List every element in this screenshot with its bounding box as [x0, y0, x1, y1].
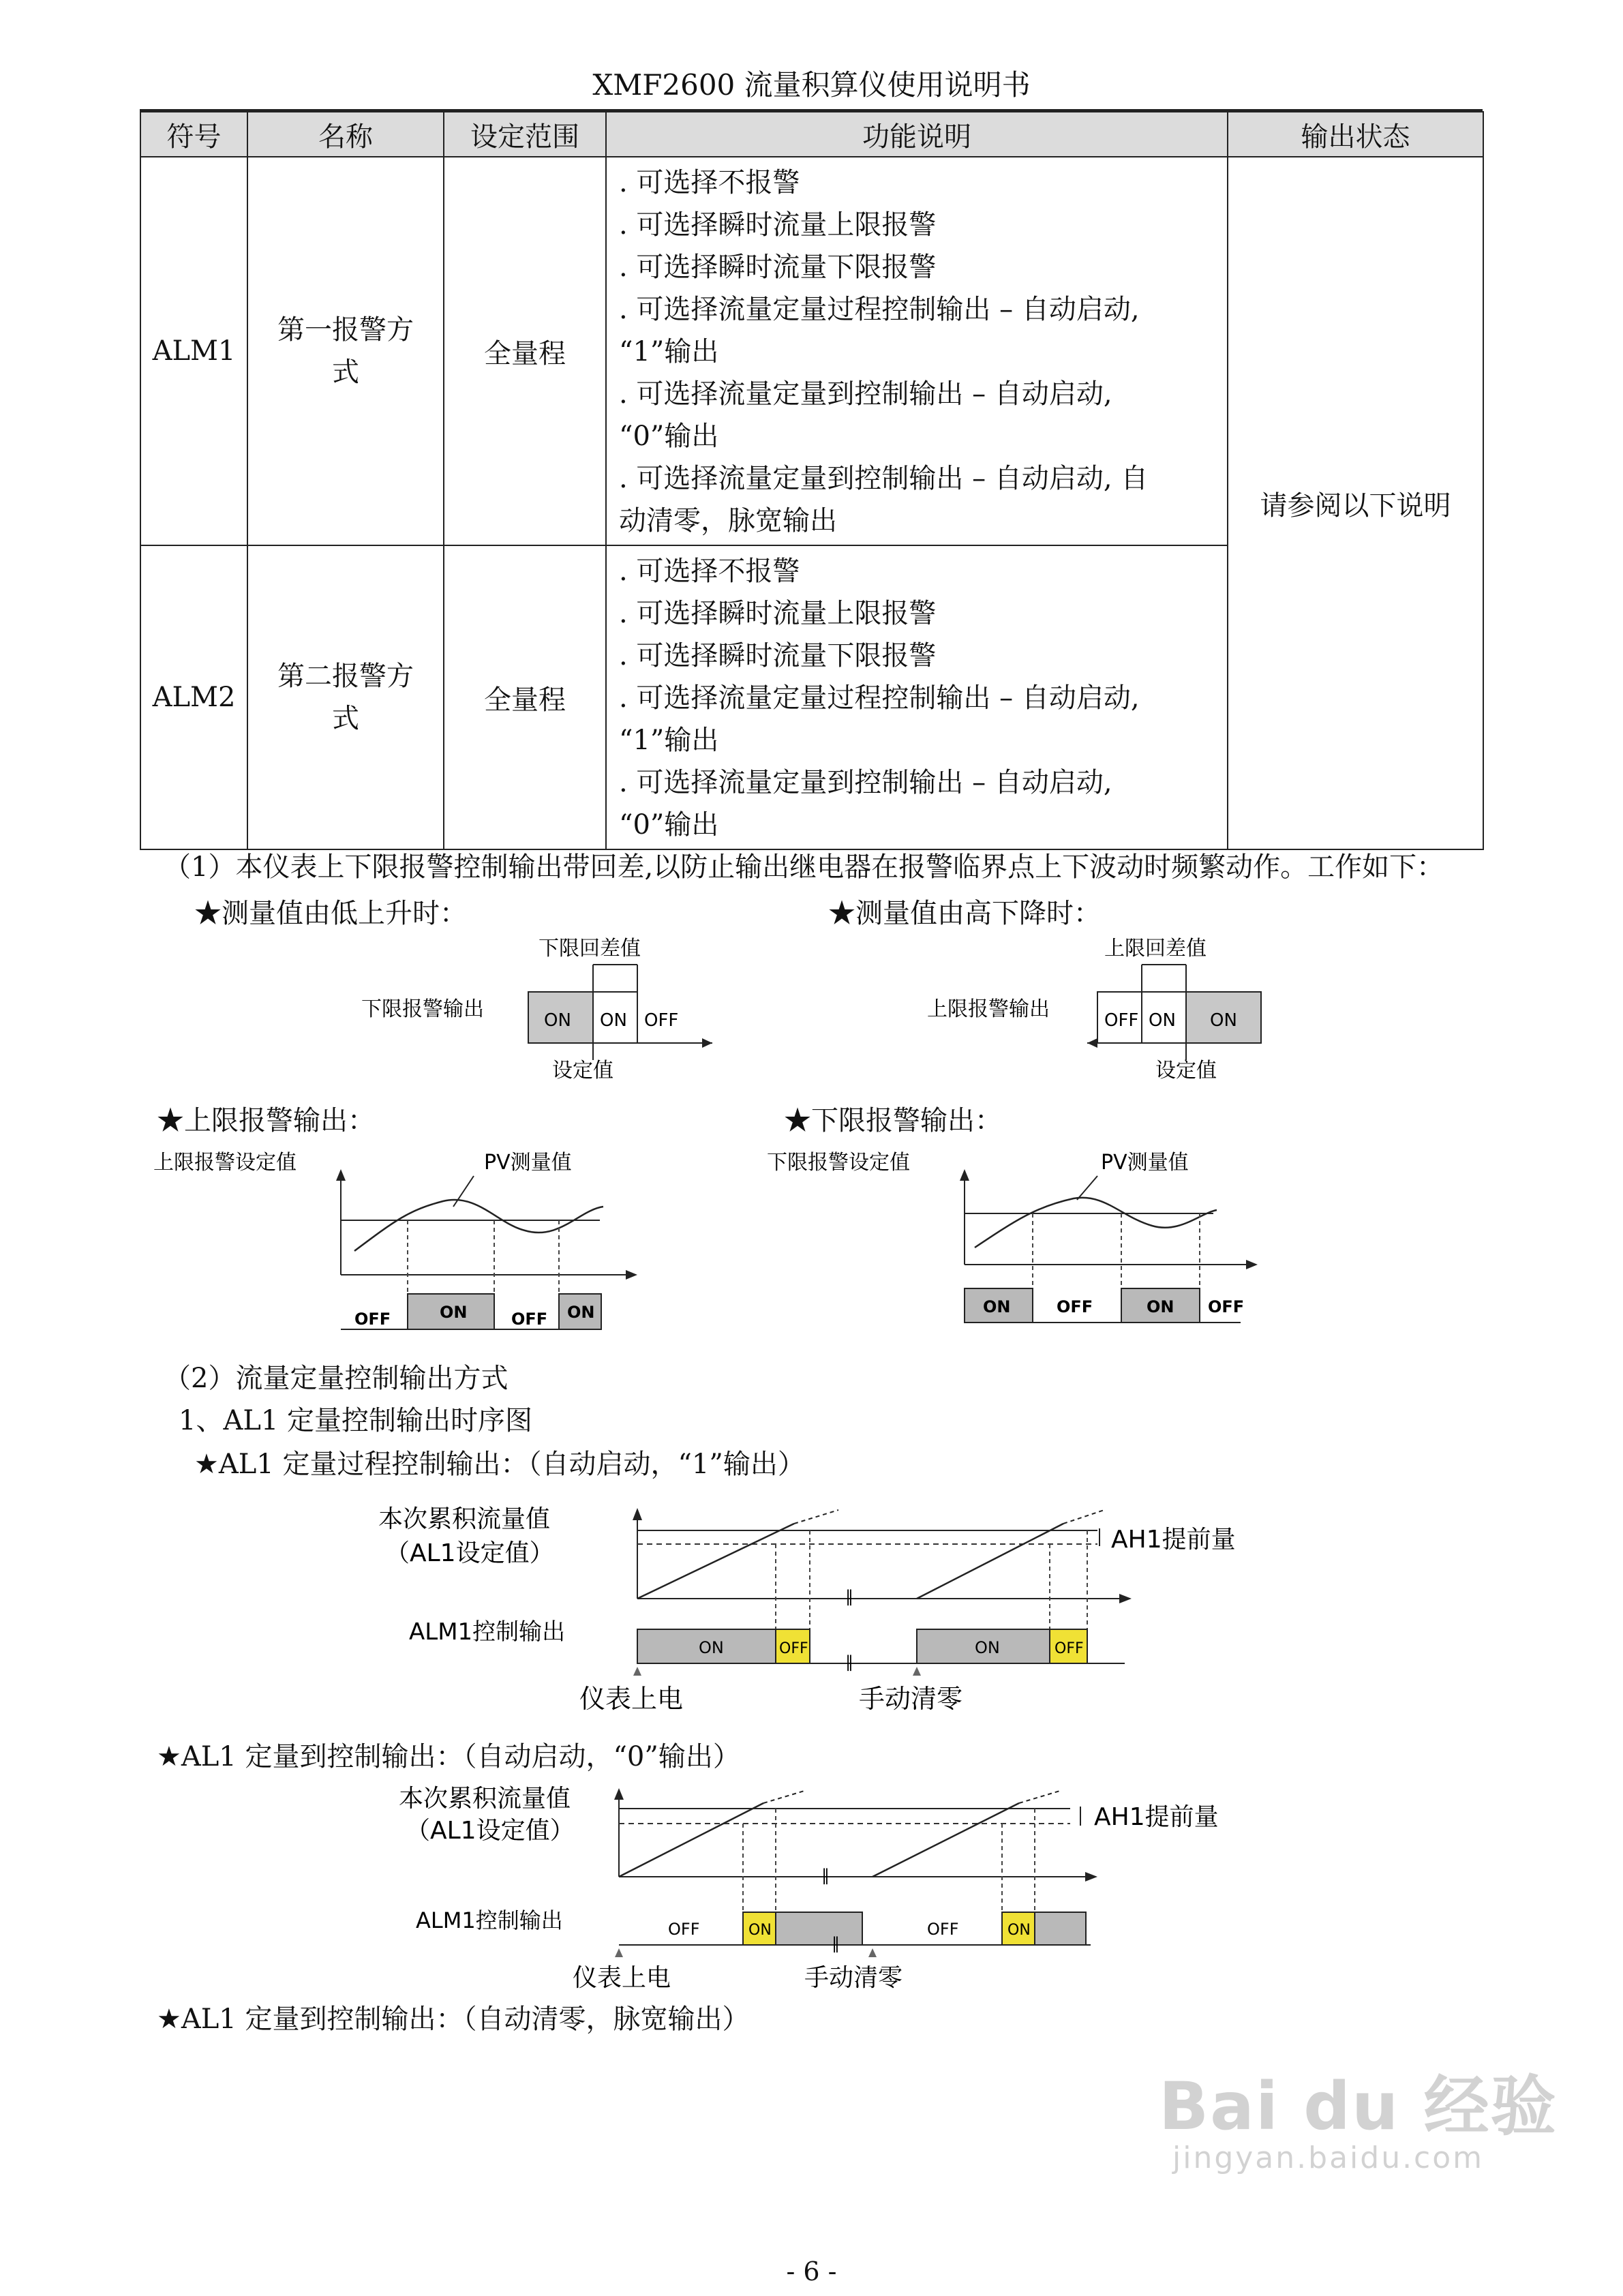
cell-name [247, 157, 444, 545]
state-label: ON [567, 1303, 595, 1322]
falling-bottom-label: 设定值 [1155, 1059, 1217, 1083]
process-y-label-2: （AL1设定值） [385, 1539, 554, 1567]
rising-bottom-label: 设定值 [552, 1059, 613, 1083]
rising-hysteresis-diagram [341, 931, 750, 1087]
state-label: ON [1149, 1010, 1176, 1031]
advance-label: AH1提前量 [1111, 1526, 1236, 1554]
state-label: ON [1007, 1922, 1031, 1939]
reach-title: ★AL1 定量到控制输出：（自动启动，“0”输出） [157, 1741, 740, 1772]
function-line: . 可选择瞬时流量下限报警 [619, 640, 937, 671]
arrow-left-icon [1087, 1038, 1097, 1048]
state-label: ON [1210, 1010, 1237, 1031]
col-header-function: 功能说明 [606, 112, 1228, 157]
function-line: 动清零，脉宽输出 [619, 505, 837, 537]
name-line: 第一报警方 [277, 314, 414, 346]
state-label: ON [699, 1638, 724, 1657]
state-label: OFF [927, 1920, 959, 1939]
table-header-row [140, 112, 1483, 157]
watermark-logo: Bai du 经验 [1159, 2068, 1558, 2145]
function-line: . 可选择瞬时流量上限报警 [619, 598, 937, 629]
lower-setpoint-label: 下限报警设定值 [767, 1151, 910, 1175]
col-header-name: 名称 [247, 112, 444, 157]
upper-curve-label: PV测量值 [484, 1151, 572, 1175]
name-line: 第二报警方 [277, 661, 414, 692]
arrow-up-icon [960, 1169, 969, 1181]
state-label: ON [544, 1010, 571, 1031]
state-label: OFF [1104, 1010, 1139, 1031]
label-leader [1077, 1176, 1097, 1200]
col-header-output: 输出状态 [1228, 112, 1483, 157]
reach-advance-label: AH1提前量 [1094, 1803, 1219, 1831]
lower-alarm-title: ★下限报警输出： [784, 1105, 1002, 1136]
state-label: OFF [1208, 1297, 1245, 1316]
falling-top-label: 上限回差值 [1104, 937, 1207, 961]
reach-y-label-1: 本次累积流量值 [399, 1785, 571, 1813]
reach-y-label-2: （AL1设定值） [406, 1817, 575, 1845]
cell-output-state: 请参阅以下说明 [1228, 157, 1483, 849]
arrow-up-icon [614, 1788, 624, 1800]
arrow-right-icon [702, 1038, 712, 1048]
col-header-range: 设定范围 [444, 112, 606, 157]
event-marker-icon [633, 1667, 641, 1676]
section2-title: （2）流量定量控制输出方式 [164, 1363, 509, 1394]
arrow-up-icon [336, 1169, 346, 1181]
state-label: OFF [644, 1010, 679, 1031]
pv-curve [354, 1200, 603, 1251]
axis-break-icon: ∥ [832, 1934, 840, 1953]
falling-title: ★测量值由高下降时： [828, 898, 1101, 929]
arrow-up-icon [633, 1508, 642, 1520]
ramp-extension [763, 1791, 804, 1803]
state-label: ON [983, 1297, 1011, 1316]
arrow-right-icon [1246, 1260, 1258, 1269]
cell-symbol: ALM1 [140, 157, 247, 545]
upper-setpoint-label: 上限报警设定值 [153, 1151, 297, 1175]
state-label: ON [600, 1010, 627, 1031]
event-marker-icon [868, 1948, 877, 1957]
process-title: ★AL1 定量过程控制输出：（自动启动，“1”输出） [194, 1449, 805, 1480]
event-marker-icon [913, 1667, 921, 1676]
rising-left-label: 下限报警输出 [361, 997, 484, 1021]
axis-break-icon: ∥ [821, 1866, 830, 1885]
function-line: . 可选择瞬时流量上限报警 [619, 209, 937, 241]
state-label: OFF [668, 1920, 700, 1939]
reach-output-label: ALM1控制输出 [416, 1907, 563, 1933]
section2-subtitle: 1、AL1 定量控制输出时序图 [179, 1405, 533, 1436]
axis-break-icon: ∥ [845, 1652, 853, 1672]
arrow-right-icon [626, 1270, 637, 1280]
function-line: . 可选择流量定量到控制输出 – 自动启动, 自 [619, 463, 1149, 494]
process-y-label-1: 本次累积流量值 [378, 1505, 551, 1533]
watermark [1159, 2068, 1595, 2188]
name-line: 式 [332, 703, 359, 734]
cell-range: 全量程 [444, 157, 606, 545]
accumulation-ramp [917, 1524, 1063, 1599]
accumulation-ramp [873, 1803, 1019, 1877]
ramp-extension [1063, 1510, 1104, 1524]
process-event-manual-clear: 手动清零 [859, 1684, 963, 1714]
rising-title: ★测量值由低上升时： [194, 898, 467, 929]
pv-curve [975, 1198, 1217, 1248]
accumulation-ramp [619, 1803, 763, 1877]
falling-hysteresis-diagram [907, 931, 1316, 1087]
function-line: . 可选择不报警 [619, 167, 800, 198]
reach-event-manual-clear: 手动清零 [804, 1964, 903, 1992]
reach-event-power-on: 仪表上电 [573, 1964, 671, 1992]
state-label: ON [975, 1638, 1000, 1657]
function-line: . 可选择流量定量过程控制输出 – 自动启动, [619, 294, 1140, 325]
name-line: 式 [332, 357, 359, 388]
state-label: ON [440, 1303, 468, 1322]
arrow-right-icon [1085, 1872, 1097, 1882]
ramp-extension [794, 1510, 838, 1524]
state-label: ON [1147, 1297, 1174, 1316]
function-line: . 可选择流量定量到控制输出 – 自动启动, [619, 767, 1112, 798]
function-line: “0”输出 [619, 421, 719, 452]
falling-left-label: 上限报警输出 [927, 997, 1050, 1021]
function-line: . 可选择流量定量到控制输出 – 自动启动, [619, 378, 1112, 410]
page-number: - 6 - [786, 2256, 837, 2286]
watermark-url: jingyan.baidu.com [1172, 2141, 1485, 2175]
page-title: XMF2600 流量积算仪使用说明书 [592, 68, 1031, 102]
upper-alarm-title: ★上限报警输出： [157, 1105, 375, 1136]
function-line: . 可选择瞬时流量下限报警 [619, 252, 937, 283]
process-control-timing-chart [368, 1493, 1336, 1725]
cell-symbol: ALM2 [140, 545, 247, 849]
section1-intro: （1）本仪表上下限报警控制输出带回差,以防止输出继电器在报警临界点上下波动时频繁动作。工作如下： [164, 851, 1444, 883]
state-label: OFF [779, 1640, 808, 1657]
reach-control-timing-chart [382, 1776, 1322, 2001]
upper-alarm-chart [150, 1145, 668, 1336]
accumulation-ramp [637, 1524, 794, 1599]
process-event-power-on: 仪表上电 [579, 1684, 684, 1714]
col-header-symbol: 符号 [140, 112, 247, 157]
cell-range: 全量程 [444, 545, 606, 849]
ramp-extension [1019, 1791, 1060, 1803]
lower-curve-label: PV测量值 [1101, 1151, 1189, 1175]
axis-break-icon: ∥ [845, 1587, 853, 1606]
cell-name [247, 545, 444, 849]
function-line: “1”输出 [619, 725, 719, 756]
process-output-label: ALM1控制输出 [409, 1618, 566, 1646]
on-pulse [1035, 1912, 1086, 1945]
function-line: . 可选择流量定量过程控制输出 – 自动启动, [619, 682, 1140, 714]
pulse-title: ★AL1 定量到控制输出：（自动清零，脉宽输出） [157, 2004, 750, 2035]
cell-function [606, 545, 1228, 849]
rising-top-label: 下限回差值 [539, 937, 641, 961]
state-label: OFF [511, 1310, 548, 1329]
function-line: “1”输出 [619, 336, 719, 367]
cell-function [606, 157, 1228, 545]
arrow-right-icon [1119, 1594, 1132, 1603]
event-marker-icon [615, 1948, 623, 1957]
table-row [140, 157, 1483, 545]
function-line: . 可选择不报警 [619, 556, 800, 587]
alarm-spec-table [140, 111, 1484, 850]
lower-alarm-chart [763, 1145, 1281, 1336]
state-label: OFF [1057, 1297, 1093, 1316]
state-label: OFF [354, 1310, 391, 1329]
state-label: OFF [1055, 1640, 1084, 1657]
state-label: ON [748, 1922, 772, 1939]
function-line: “0”输出 [619, 809, 719, 841]
on-pulse [776, 1912, 862, 1945]
